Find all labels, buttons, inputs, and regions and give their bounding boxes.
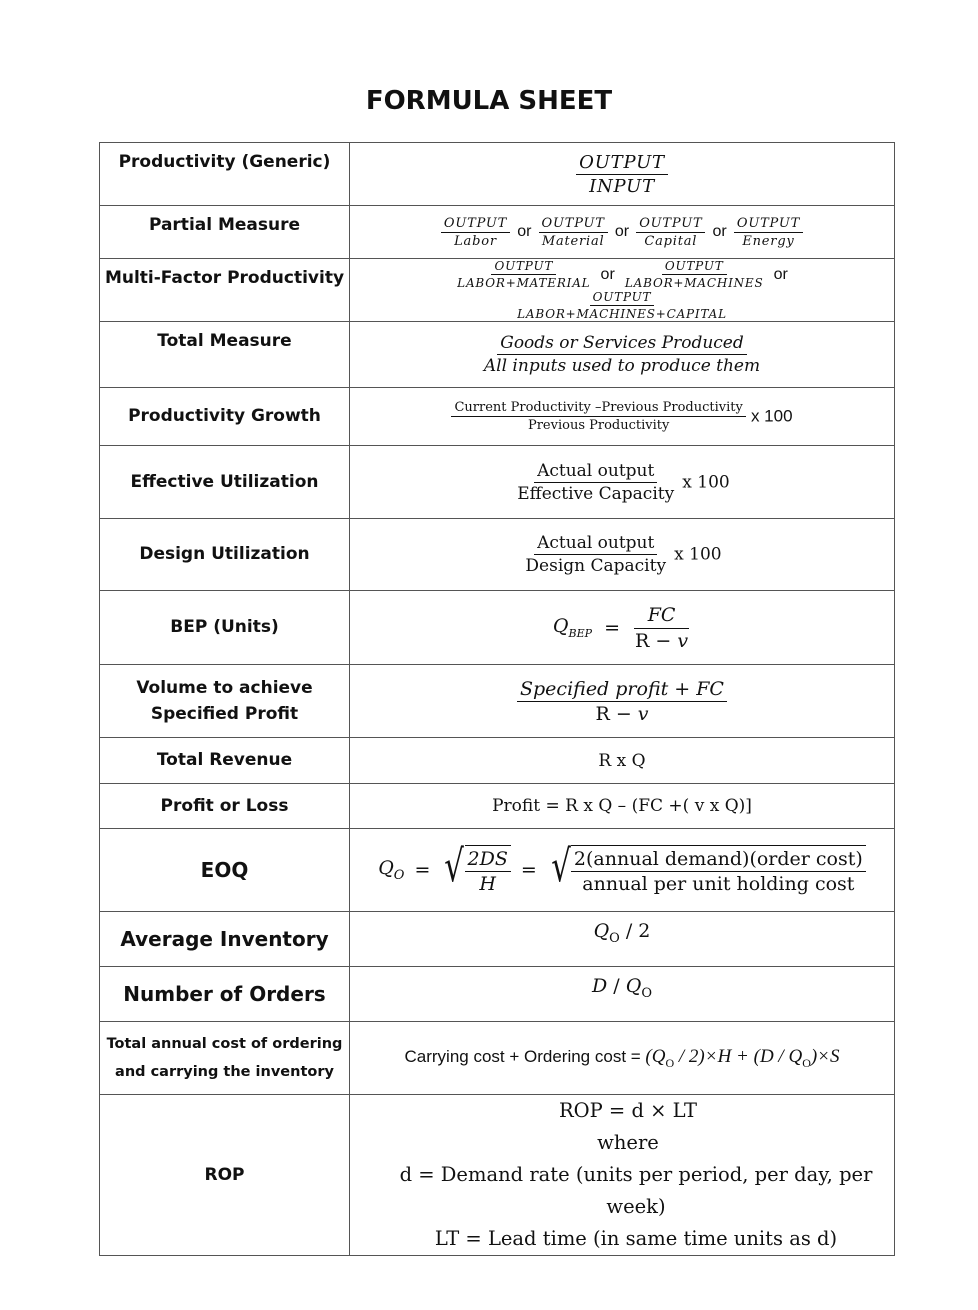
numerator: OUTPUT [576,152,668,175]
equals-sign: = [604,616,620,639]
row-label [100,665,350,738]
row-label: Partial Measure [100,206,350,259]
formula-text: Carrying cost + Ordering cost = [404,1046,646,1066]
denominator: Effective Capacity [517,483,675,504]
or-text: or [773,265,788,283]
numerator: FC [634,604,690,629]
rop-formula: ROP = d × LT [558,1099,698,1122]
denominator: LABOR+MACHINES+CAPITAL [517,307,727,321]
row-label: Profit or Loss [100,784,350,829]
numerator: Goods or Services Produced [497,333,747,355]
denominator: Labor [454,233,497,249]
row-label: Total Revenue [100,738,350,784]
formula-cell [350,912,895,967]
definition-lt: LT = Lead time (in same time units as d) [434,1227,838,1250]
table-row [100,591,895,665]
or-text: or [600,265,615,283]
formula-cell [350,206,895,259]
formula-cell [350,591,895,665]
denominator: Energy [742,233,795,249]
table-row [100,665,895,738]
numerator: OUTPUT [636,216,705,233]
fraction [622,259,767,290]
r-symbol: R [635,629,650,652]
q-symbol: Q [378,857,394,880]
numerator: Specified profit + FC [517,678,727,702]
table-row [100,259,895,322]
denominator: Material [541,233,605,249]
divide-by-two: / 2 [619,920,651,942]
d-symbol: D [592,975,608,997]
row-label: Design Utilization [100,519,350,591]
formula-cell [350,519,895,591]
numerator: Current Productivity –Previous Productivity [451,400,745,417]
denominator: LABOR+MATERIAL [457,276,591,290]
radical-icon: √ [551,841,571,892]
where-text: where [597,1131,659,1154]
formula-cell [350,143,895,206]
table-row [100,322,895,388]
equals-sign: = [520,859,537,881]
subscript: O [665,1055,675,1070]
q-symbol: Q [593,920,610,942]
label-line: Specified Profit [150,704,299,724]
minus-v: − v [609,702,649,725]
fraction [465,848,511,895]
math-part: / 2)×H + (D / Q [674,1045,803,1067]
row-label: Effective Utilization [100,446,350,519]
table-row [100,1095,895,1256]
sqrt-expanded [547,841,866,895]
table-row [100,206,895,259]
subscript: O [802,1055,811,1070]
numerator: OUTPUT [590,290,655,306]
multiplier: x 100 [682,472,730,492]
table-row [100,829,895,912]
row-label: ROP [100,1095,350,1256]
denominator: Design Capacity [525,556,667,576]
sqrt-simple [440,841,510,895]
radicand [571,845,866,895]
formula-cell: R x Q [350,738,895,784]
label-line: Total annual cost of ordering [106,1036,343,1052]
row-label: Average Inventory [100,912,350,967]
multiplier: x 100 [750,406,793,426]
formula-cell [350,388,895,446]
numerator: OUTPUT [662,259,727,275]
numerator: OUTPUT [441,216,510,233]
row-label: Number of Orders [100,967,350,1022]
formula-cell [350,446,895,519]
table-row [100,1022,895,1095]
denominator: LABOR+MACHINES [624,276,764,290]
row-label: Total Measure [100,322,350,388]
math-part: )×S [810,1045,840,1067]
denominator: annual per unit holding cost [582,873,855,895]
math-part: (Q [645,1045,666,1067]
radicand [465,845,511,895]
denominator: H [479,873,496,895]
fraction [632,604,691,652]
numerator: Actual output [534,461,657,483]
q-symbol: Q [552,615,569,638]
fraction [451,400,745,433]
fraction [514,461,677,504]
denominator: INPUT [589,175,655,197]
subscript: O [609,930,620,946]
table-row [100,519,895,591]
fraction [576,152,668,197]
table-row [100,912,895,967]
fraction [539,216,608,249]
q-symbol: Q [625,975,642,997]
numerator: OUTPUT [491,259,556,275]
or-text: or [517,223,532,240]
subscript: O [393,867,405,883]
row-label: Productivity Growth [100,388,350,446]
denominator: All inputs used to produce them [483,356,761,376]
formula-cell [350,259,895,322]
formula-cell [350,665,895,738]
formula-cell [350,1022,895,1095]
row-label: Productivity (Generic) [100,143,350,206]
table-row [100,784,895,829]
formula-table [99,142,895,1256]
r-symbol: R [595,702,610,725]
subscript: O [641,985,652,1001]
fraction [481,333,763,376]
table-row [100,738,895,784]
formula-cell [350,322,895,388]
lhs-q [552,615,593,640]
fraction [517,678,727,725]
table-row [100,967,895,1022]
definition-d: d = Demand rate (units per period, per day, per week) [399,1163,873,1218]
formula-cell: Profit = R x Q – (FC +( v x Q)] [350,784,895,829]
fraction [522,533,669,576]
table-row [100,446,895,519]
table-row [100,388,895,446]
fraction [636,216,705,249]
formula-cell [350,829,895,912]
denominator: Previous Productivity [527,418,670,433]
row-label [100,1022,350,1095]
label-line: and carrying the inventory [115,1064,334,1080]
subscript: BEP [568,626,593,640]
row-label: EOQ [100,829,350,912]
multiplier: x 100 [674,544,722,565]
table-row [100,143,895,206]
radical-icon: √ [444,841,465,892]
formula-math [645,1045,840,1070]
page-title: FORMULA SHEET [365,86,613,116]
formula-cell [350,1095,895,1256]
label-line: Volume to achieve [136,677,313,698]
numerator: OUTPUT [539,216,608,233]
fraction [734,216,803,249]
or-text: or [712,223,727,240]
minus-v: − v [649,629,689,652]
lhs-q [378,857,405,883]
row-label: BEP (Units) [100,591,350,665]
fraction [454,259,593,290]
denominator [592,702,651,725]
numerator: OUTPUT [734,216,803,233]
fraction [441,216,510,249]
slash: / [607,975,626,997]
formula-cell [350,967,895,1022]
or-text: or [614,223,630,240]
denominator: Capital [644,233,698,249]
row-label: Multi-Factor Productivity [100,259,350,322]
numerator: 2(annual demand)(order cost) [571,848,866,872]
fraction [571,848,866,895]
fraction [514,290,730,321]
numerator: 2DS [465,848,511,872]
denominator [632,629,691,652]
numerator: Actual output [534,533,657,555]
equals-sign: = [414,859,431,881]
